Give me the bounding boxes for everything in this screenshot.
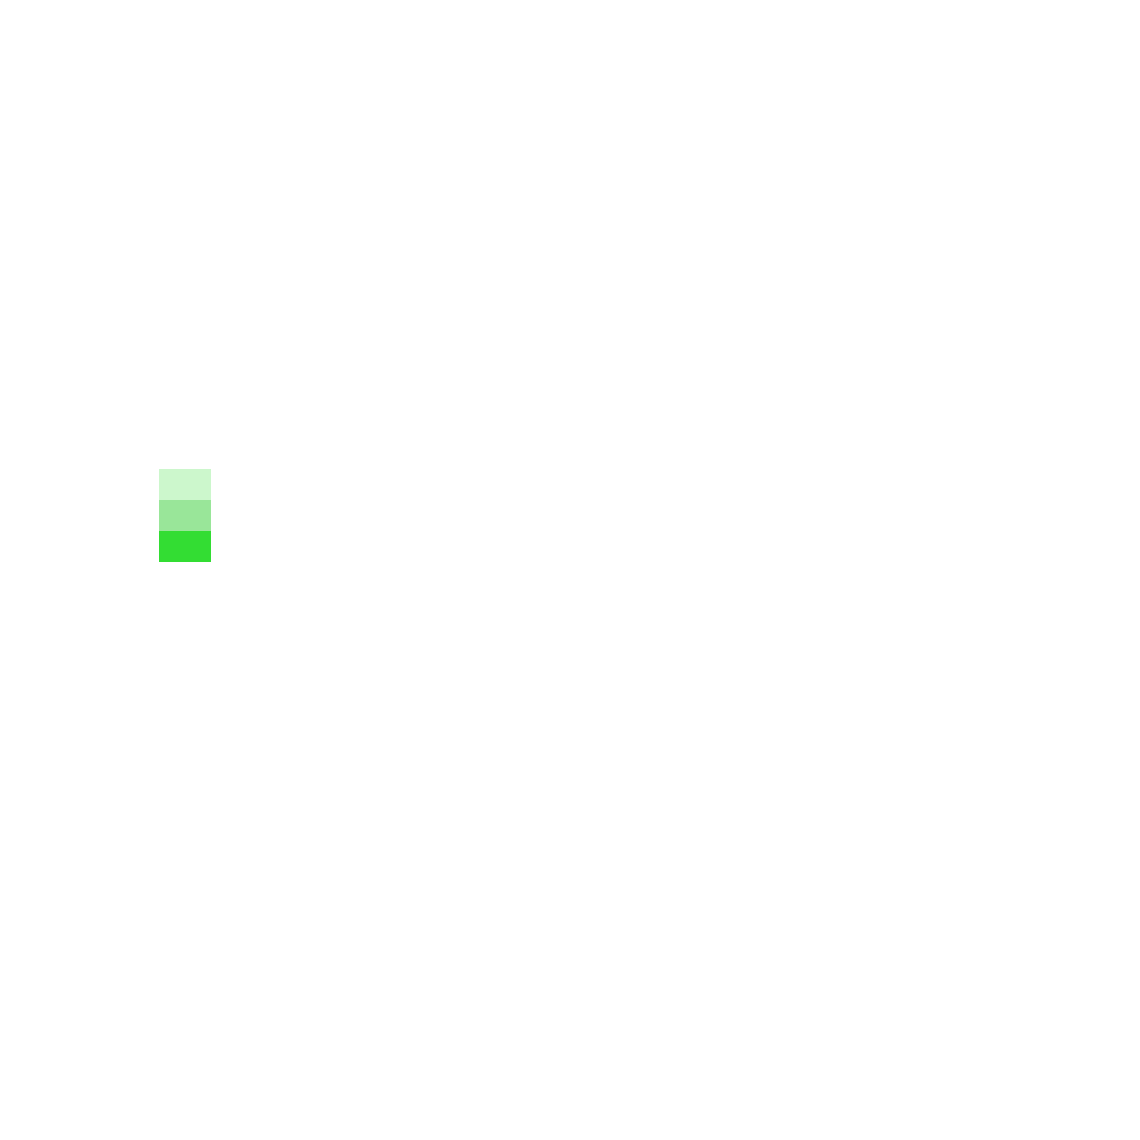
legend-rh80-swatch [159, 500, 211, 531]
legend-rh90-swatch [159, 531, 211, 562]
upper-legend [159, 469, 211, 562]
legend-rh70-swatch [159, 469, 211, 500]
